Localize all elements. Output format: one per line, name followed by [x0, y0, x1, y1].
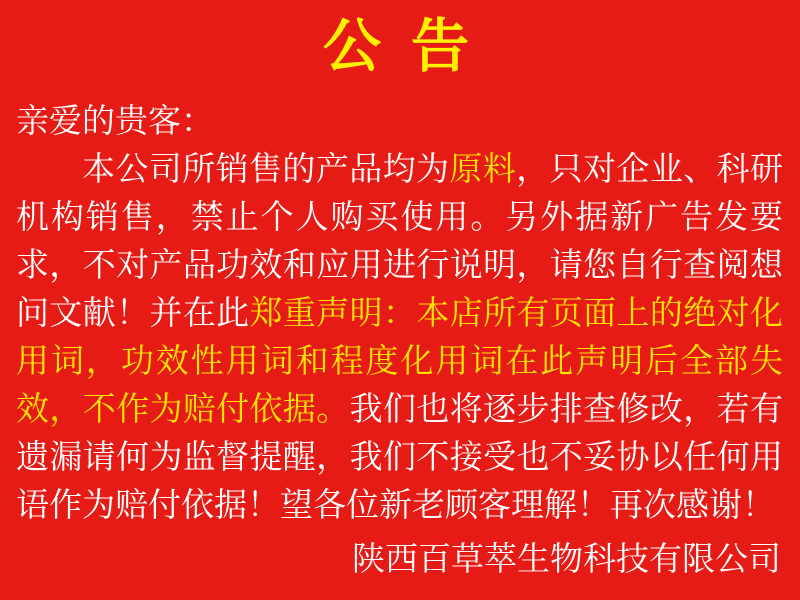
paragraph-segment: 本公司所销售的产品均为 [82, 149, 450, 187]
highlight-solemn-declaration: 郑重声明：本店所有页面上的绝对化用词，功效性用词和程度化用词在此声明后全部失效，不作为赔付依据。 [16, 293, 784, 427]
highlight-raw-material: 原料 [449, 149, 517, 187]
salutation: 亲爱的贵客： [16, 101, 214, 139]
notice-paragraph [16, 145, 783, 529]
paragraph-segment: 我们也将逐步排查修改，若有遗漏请何为监督提醒，我们不接受也不妥协以任何用语作为赔付依据！望各位新老顾客理解！再次感谢！ [16, 389, 784, 523]
paragraph-segment: ，只对企业、科研机构销售，禁止个人购买使用。另外据新广告发要求，不对产品功效和应用进行说明，请您自行查阅想问文献！并在此 [16, 149, 784, 331]
page-title: 公 告 [323, 14, 476, 79]
company-signature: 陕西百草萃生物科技有限公司 [352, 539, 781, 577]
